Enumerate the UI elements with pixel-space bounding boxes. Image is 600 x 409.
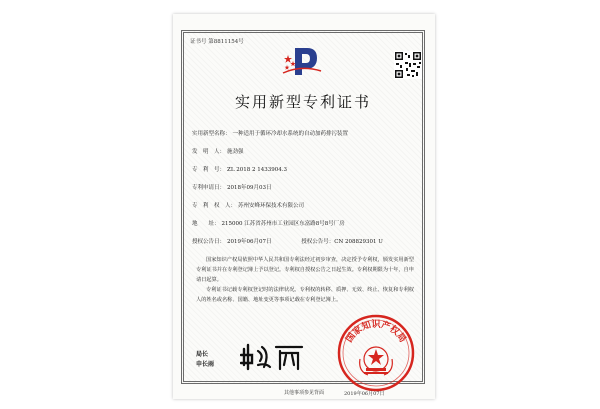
field-inventor [192, 147, 244, 155]
field-label: 专 利 权 人： [192, 203, 237, 209]
field-patentee [192, 201, 304, 209]
field-patent-number [192, 165, 287, 173]
field-value: 施劲强 [227, 149, 244, 155]
field-value: 一种适用于循环冷却水系统的自动加药排污装置 [232, 131, 349, 137]
field-utility-model-name [192, 129, 348, 137]
certificate-title: 实用新型专利证书 [234, 93, 371, 111]
field-grant-date [192, 237, 383, 245]
signer-title: 局长 [196, 351, 209, 358]
field-label: 专利申请日： [192, 185, 226, 191]
field-label: 专 利 号： [192, 167, 226, 173]
signer-name-label: 申长雨 [196, 361, 215, 368]
official-seal-icon [336, 313, 416, 393]
field-address [192, 219, 345, 227]
cnipa-logo-icon [281, 43, 323, 79]
signature-icon [240, 341, 310, 373]
certificate-number: 证书号 第8811154号 [190, 39, 244, 45]
field-value: ZL 2018 2 1433904.3 [227, 167, 287, 173]
field-label: 发 明 人： [192, 149, 226, 155]
field-label: 地 址： [192, 221, 220, 227]
field-value: 2018年09月03日 [227, 185, 272, 191]
field-value: 苏州安峰环保技术有限公司 [238, 203, 305, 209]
field-label: 实用新型名称： [192, 131, 231, 137]
field-label: 授权公告日： [192, 239, 226, 245]
certificate-sheet [173, 14, 435, 399]
statement-paragraph-2: 专利证书记载专利权登记时的法律状况。专利权的转移、质押、无效、终止、恢复和专利权人的姓名或名称、国籍、地址变更等事项记载在专利登记簿上。 [196, 287, 414, 303]
field-value: 215000 江苏省苏州市工业园区东富路8号8号厂房 [221, 221, 345, 227]
field-value: 2019年06月07日 [227, 239, 272, 245]
svg-text:国家知识产权局: 国家知识产权局 [344, 320, 408, 345]
qr-code-icon [394, 51, 422, 79]
statement-paragraph-1: 国家知识产权局依照中华人民共和国专利法经过初步审查，决定授予专利权，颁发实用新型专利证书并在专利登记簿上予以登记。专利权自授权公告之日起生效。专利权期限为十年，自申请日起算。 [196, 257, 414, 283]
field-grant-number: 授权公告号：CN 208829301 U [301, 239, 383, 245]
field-application-date [192, 183, 272, 191]
seal-date: 2019年06月07日 [344, 391, 385, 397]
footnote: 其他事项参见背面 [283, 390, 324, 396]
